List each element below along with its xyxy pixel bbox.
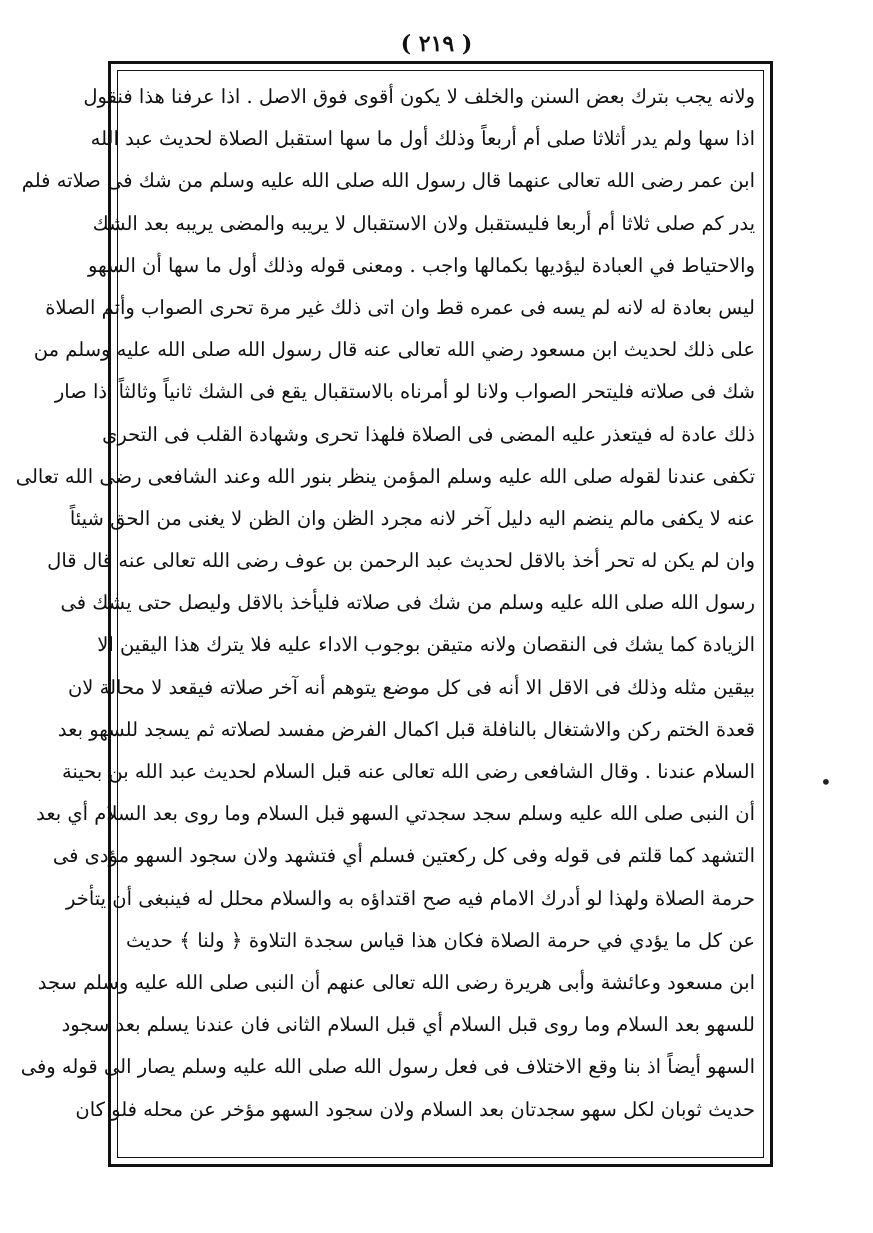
- text-line: حديث ثوبان لكل سهو سجدتان بعد السلام ولان سجود السهو مؤخر عن محله فلو كان: [75, 1097, 755, 1121]
- text-line: السلام عندنا . وقال الشافعى رضى الله تعالى عنه قبل السلام لحديث عبد الله بن بحينة: [61, 760, 755, 783]
- text-line: عنه لا يكفى مالم ينضم اليه دليل آخر لانه مجرد الظن وان الظن لا يغنى من الحق شيئاً: [69, 506, 755, 530]
- text-line: ليس بعادة له لانه لم يسه فى عمره قط وان اتى ذلك غير مرة تحرى الصواب وأتم الصلاة: [45, 295, 755, 319]
- text-line: اذا سها ولم يدر أثلاثا صلى أم أربعاً وذلك أول ما سها استقبل الصلاة لحديث عبد الله: [90, 127, 755, 151]
- text-line: يدر كم صلى ثلاثا أم أربعا فليستقبل ولان الاستقبال لا يريبه والمضى يريبه بعد الشك: [92, 211, 755, 235]
- text-line: عن كل ما يؤدي في حرمة الصلاة فكان هذا قياس سجدة التلاوة ﴿ ولنا ﴾ حديث: [126, 928, 755, 952]
- text-line: تكفى عندنا لقوله صلى الله عليه وسلم المؤمن ينظر بنور الله وعند الشافعى رضى الله تعالى: [15, 464, 755, 488]
- text-line: رسول الله صلى الله عليه وسلم من شك فى صلاته فليأخذ بالاقل وليصل حتى يشك فى: [60, 591, 755, 615]
- text-line: بيقين مثله وذلك فى الاقل الا أنه فى كل موضع يتوهم أنه آخر صلاته فيقعد لا محالة لان: [67, 675, 755, 699]
- text-line: على ذلك لحديث ابن مسعود رضي الله تعالى عنه قال رسول الله صلى الله عليه وسلم من: [33, 338, 755, 362]
- body-text: [15, 76, 769, 1131]
- text-line: قعدة الختم ركن والاشتغال بالنافلة قبل اكمال الفرض مفسد لصلاته ثم يسجد للسهو بعد: [57, 717, 755, 741]
- text-line: حرمة الصلاة ولهذا لو أدرك الامام فيه صح اقتداؤه به والسلام محلل له فينبغى أن يتأخر: [66, 886, 755, 910]
- page-number: ( ٢١٩ ): [400, 31, 473, 57]
- text-line: ولانه يجب بترك بعض السنن والخلف لا يكون أقوى فوق الاصل . اذا عرفنا هذا فنقول: [83, 85, 755, 108]
- text-line: الزيادة كما يشك فى النقصان ولانه متيقن بوجوب الاداء عليه فلا يترك هذا اليقين الا: [97, 633, 755, 657]
- text-line: والاحتياط في العبادة ليؤديها بكمالها واجب . ومعنى قوله وذلك أول ما سها أن السهو: [88, 253, 755, 277]
- text-line: ابن مسعود وعائشة وأبى هريرة رضى الله تعالى عنهم أن النبى صلى الله عليه وسلم سجد: [37, 970, 755, 994]
- text-line: ابن عمر رضى الله تعالى عنهما قال رسول الله صلى الله عليه وسلم من شك فى صلاته فلم: [21, 169, 755, 193]
- margin-mark: •: [820, 770, 832, 794]
- text-line: السهو أيضاً اذ بنا وقع الاختلاف فى فعل رسول الله صلى الله عليه وسلم يصار الى قوله وفى: [20, 1055, 755, 1079]
- text-line: أن النبى صلى الله عليه وسلم سجد سجدتي السهو قبل السلام وما روى بعد السلام أي بعد: [36, 802, 755, 826]
- text-line: للسهو بعد السلام وما روى قبل السلام أي قبل السلام الثانى فان عندنا يسلم بعد سجود: [61, 1013, 755, 1037]
- text-line: شك فى صلاته فليتحر الصواب ولانا لو أمرناه بالاستقبال يقع فى الشك ثانياً وثالثاً اذا صار: [54, 380, 755, 404]
- text-line: ذلك عادة له فيتعذر عليه المضى فى الصلاة فلهذا تحرى وشهادة القلب فى التحرى: [102, 422, 755, 446]
- text-line: وان لم يكن له تحر أخذ بالاقل لحديث عبد الرحمن بن عوف رضى الله تعالى عنه قال قال: [47, 549, 755, 573]
- text-line: التشهد كما قلتم فى قوله وفى كل ركعتين فسلم أي فتشهد ولان سجود السهو مؤدى فى: [52, 844, 755, 868]
